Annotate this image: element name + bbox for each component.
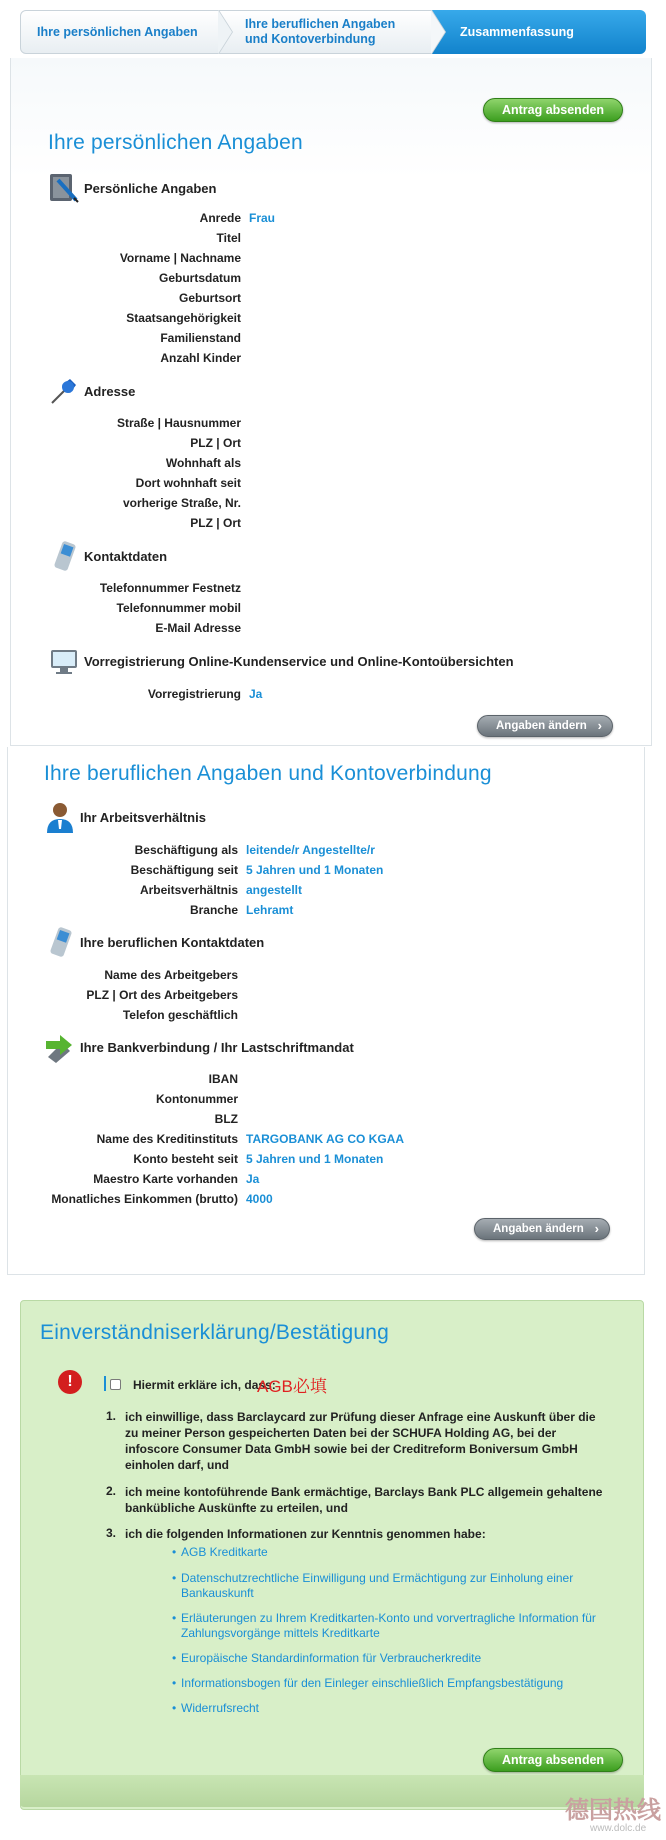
edit-job-button[interactable]	[474, 1218, 610, 1240]
job-contact-heading	[44, 926, 264, 958]
personal-title: Ihre persönlichen Angaben	[48, 131, 303, 154]
consent-item-2: ich meine kontoführende Bank ermächtige, Barclays Bank PLC allgemein gehaltene bankübliche Auskünfte zu erteilen, und	[125, 1485, 603, 1515]
field-kinder: Anzahl Kinder	[160, 351, 241, 365]
link-datenschutz[interactable]: • Datenschutzrechtliche Einwilligung und Ermächtigung zur Einholung einer Bankauskunft	[181, 1571, 573, 1601]
address-heading-label: Adresse	[84, 383, 136, 399]
field-telefon-geschaeftlich: Telefon geschäftlich	[122, 1008, 238, 1022]
field-blz: BLZ	[214, 1112, 238, 1126]
edit-personal-button[interactable]	[477, 715, 613, 737]
warning-icon: !	[58, 1370, 82, 1394]
field-festnetz: Telefonnummer Festnetz	[99, 581, 241, 595]
chevron-right-icon: ›	[597, 718, 602, 733]
field-email: E-Mail Adresse	[155, 621, 241, 635]
progress-steps	[20, 10, 646, 54]
field-wohnhaft: Wohnhaft als	[165, 456, 241, 470]
field-mobil: Telefonnummer mobil	[116, 601, 241, 615]
employment-heading-label: Ihr Arbeitsverhältnis	[80, 809, 206, 825]
field-anrede: Anrede Frau	[199, 211, 276, 225]
consent-item-2-number: 2.	[106, 1484, 117, 1498]
step-job[interactable]	[219, 10, 432, 54]
step-personal-label: Ihre persönlichen Angaben	[37, 25, 198, 39]
text-cursor	[104, 1376, 106, 1391]
consent-checkbox[interactable]	[110, 1379, 121, 1390]
field-konto-seit: Konto besteht seit 5 Jahren und 1 Monaten	[133, 1152, 384, 1166]
link-erlaeuterungen[interactable]: • Erläuterungen zu Ihrem Kreditkarten-Konto und vorvertragliche Information für Zahlungsvorgänge mittels Kreditkarte	[181, 1611, 596, 1641]
preregistration-heading	[48, 645, 514, 677]
watermark-url: www.dolc.de	[590, 1823, 647, 1834]
step-summary	[432, 10, 646, 54]
link-agb[interactable]: • AGB Kreditkarte	[181, 1545, 268, 1560]
contact-heading	[48, 540, 167, 572]
field-beschaeftigung: Beschäftigung als leitende/r Angestellte/r	[134, 843, 375, 857]
field-plz-arbeitgeber: PLZ | Ort des Arbeitgebers	[86, 988, 238, 1002]
person-icon	[44, 801, 76, 833]
required-annotation: AGB必填	[257, 1377, 327, 1396]
link-widerrufsrecht[interactable]: • Widerrufsrecht	[181, 1701, 259, 1716]
mobile-phone-icon	[44, 926, 76, 958]
field-arbeitsverhaeltnis: Arbeitsverhältnis angestellt	[139, 883, 303, 897]
step-personal[interactable]	[20, 10, 219, 54]
edit-job-label: Angaben ändern	[493, 1223, 584, 1235]
field-geburtsdatum: Geburtsdatum	[158, 271, 241, 285]
submit-button-top[interactable]: Antrag absenden	[483, 98, 623, 122]
step-job-label: Ihre beruflichen Angaben und Kontoverbindung	[245, 17, 396, 46]
consent-item-3: ich die folgenden Informationen zur Kenntnis genommen habe:	[125, 1527, 486, 1541]
consent-box	[20, 1300, 644, 1810]
job-contact-heading-label: Ihre beruflichen Kontaktdaten	[80, 934, 265, 950]
field-beschaeftigung-seit: Beschäftigung seit 5 Jahren und 1 Monaten	[130, 863, 384, 877]
field-name: Vorname | Nachname	[119, 251, 241, 265]
field-vorherige: vorherige Straße, Nr.	[122, 496, 241, 510]
field-geburtsort: Geburtsort	[178, 291, 241, 305]
field-branche: Branche Lehramt	[189, 903, 294, 917]
step-divider	[431, 10, 445, 54]
step-summary-label: Zusammenfassung	[460, 25, 574, 39]
field-iban: IBAN	[208, 1072, 238, 1086]
field-kontonummer: Kontonummer	[156, 1092, 238, 1106]
field-maestro: Maestro Karte vorhanden Ja	[93, 1172, 260, 1186]
field-einkommen: Monatliches Einkommen (brutto) 4000	[51, 1192, 273, 1206]
consent-item-1-number: 1.	[106, 1409, 117, 1423]
consent-title: Einverständniserklärung/Bestätigung	[40, 1321, 390, 1344]
bank-transfer-icon	[44, 1031, 76, 1063]
field-kreditinstitut: Name des Kreditinstituts TARGOBANK AG CO KGAA	[96, 1132, 404, 1146]
field-strasse: Straße | Hausnummer	[116, 416, 241, 430]
consent-item-1: ich einwillige, dass Barclaycard zur Prüfung dieser Anfrage eine Auskunft über die zu meiner Person gespeicherten Daten bei der SCHUFA Holding AG, bei der infoscore Consumer Data GmbH sowie bei der Creditreform Boniversum GmbH einholen darf, und	[125, 1410, 596, 1472]
bank-heading	[44, 1031, 354, 1063]
field-plz-ort-2: PLZ | Ort	[190, 516, 241, 530]
consent-footer-bar	[20, 1775, 644, 1807]
field-arbeitgeber: Name des Arbeitgebers	[104, 968, 238, 982]
link-standardinformation[interactable]: • Europäische Standardinformation für Verbraucherkredite	[181, 1651, 481, 1666]
step-divider	[218, 10, 232, 54]
watermark-cn: 德国热线	[565, 1797, 661, 1824]
contact-heading-label: Kontaktdaten	[84, 548, 168, 564]
submit-button-bottom[interactable]: Antrag absenden	[483, 1748, 623, 1772]
field-staatsangehoerigkeit: Staatsangehörigkeit	[126, 311, 241, 325]
chevron-right-icon: ›	[594, 1221, 599, 1236]
field-vorregistrierung: Vorregistrierung Ja	[147, 687, 263, 701]
preregistration-heading-label: Vorregistrierung Online-Kundenservice und Online-Kontoübersichten	[84, 653, 514, 669]
personal-data-heading-label: Persönliche Angaben	[84, 180, 217, 196]
consent-item-3-number: 3.	[106, 1526, 117, 1540]
personal-data-heading	[48, 172, 216, 204]
field-dort-seit: Dort wohnhaft seit	[135, 476, 241, 490]
field-familienstand: Familienstand	[160, 331, 241, 345]
pushpin-icon	[48, 375, 80, 407]
link-informationsbogen[interactable]: • Informationsbogen für den Einleger einschließlich Empfangsbestätigung	[181, 1676, 563, 1691]
field-titel: Titel	[216, 231, 241, 245]
consent-check-label[interactable]: Hiermit erkläre ich, dass:	[133, 1378, 276, 1392]
pen-notebook-icon	[48, 172, 80, 204]
edit-personal-label: Angaben ändern	[496, 720, 587, 732]
computer-monitor-icon	[48, 645, 80, 677]
employment-heading	[44, 801, 206, 833]
bank-heading-label: Ihre Bankverbindung / Ihr Lastschriftmandat	[80, 1039, 354, 1055]
mobile-phone-icon	[48, 540, 80, 572]
address-heading	[48, 375, 135, 407]
job-title: Ihre beruflichen Angaben und Kontoverbindung	[44, 762, 492, 785]
field-plz-ort: PLZ | Ort	[190, 436, 241, 450]
